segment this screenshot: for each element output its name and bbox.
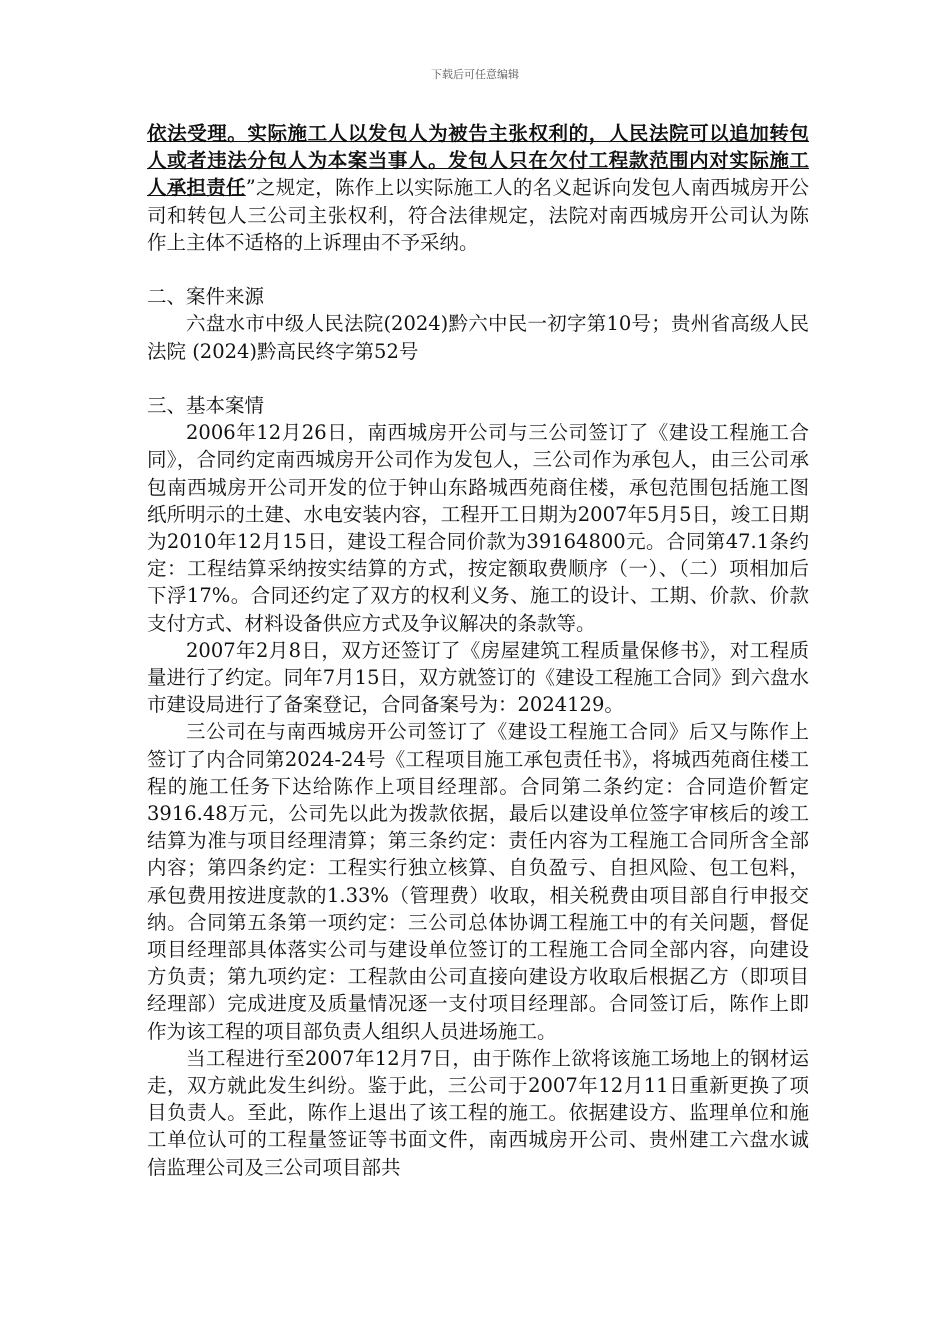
section3-paragraph: 三公司在与南西城房开公司签订了《建设工程施工合同》后又与陈作上签订了内合同第2024-24号《工程项目施工承包责任书》，将城西苑商住楼工程的施工任务下达给陈作上项目经理部。合同第二条约定：合同造价暂定3916.48万元，公司先以此为拨款依据，最后以建设单位签字审核后的竣工结算为准与项目经理清算；第三条约定：责任内容为工程施工合同所含全部内容；第四条约定：工程实行独立核算、自负盈亏、自担风险、包工包料，承包费用按进度款的1.33%（管理费）收取，相关税费由项目部自行申报交纳。合同第五条第一项约定：三公司总体协调工程施工中的有关问题，督促项目经理部具体落实公司与建设单位签订的工程施工合同全部内容，向建设方负责；第九项约定：工程款由公司直接向建设方收取后根据乙方（即项目经理部）完成进度及质量情况逐一支付项目经理部。合同签订后，陈作上即作为该工程的项目部负责人组织人员进场施工。 (147, 720, 809, 1043)
section3-paragraph: 2007年2月8日，双方还签订了《房屋建筑工程质量保修书》，对工程质量进行了约定。同年7月15日，双方就签订的《建设工程施工合同》到六盘水市建设局进行了备案登记，合同备案号为：2024129。 (147, 638, 809, 717)
intro-rest: ”之规定，陈作上以实际施工人的名义起诉向发包人南西城房开公司和转包人三公司主张权利，符合法律规定，法院对南西城房开公司认为陈作上主体不适格的上诉理由不予采纳。 (147, 176, 809, 254)
section3-paragraph: 2006年12月26日，南西城房开公司与三公司签订了《建设工程施工合同》，合同约定南西城房开公司作为发包人，三公司作为承包人，由三公司承包南西城房开公司开发的位于钟山东路城西苑商住楼，承包范围包括施工图纸所明示的土建、水电安装内容，工程开工日期为2007年5月5日，竣工日期为2010年12月15日，建设工程合同价款为39164800元。合同第47.1条约定：工程结算采纳按实结算的方式，按定额取费顺序（一）、（二）项相加后下浮17%。合同还约定了双方的权利义务、施工的设计、工期、价款、价款支付方式、材料设备供应方式及争议解决的条款等。 (147, 421, 809, 635)
section3-heading: 三、基本案情 (147, 394, 265, 417)
intro-paragraph (147, 120, 809, 256)
section2-heading: 二、案件来源 (147, 285, 265, 309)
section3-paragraph: 当工程进行至2007年12月7日，由于陈作上欲将该施工场地上的钢材运走，双方就此发生纠纷。鉴于此，三公司于2007年12月11日重新更换了项目负责人。至此，陈作上退出了该工程的施工。依据建设方、监理单位和施工单位认可的工程量签证等书面文件，南西城房开公司、贵州建工六盘水诚信监理公司及三公司项目部共 (147, 1046, 809, 1179)
spacer (147, 256, 809, 283)
page-header-note: 下载后可任意编辑 (431, 68, 519, 81)
intro-bold-quote: 依法受理。实际施工人以发包人为被告主张权利的，人民法院可以追加转包人或者违法分包人为本案当事人。发包人只在欠付工程款范围内对实际施工人承担责任 (147, 122, 809, 200)
document-body (147, 120, 809, 1181)
section2-body: 六盘水市中级人民法院(2024)黔六中民一初字第10号；贵州省高级人民法院 (2024)黔高民终字第52号 (147, 312, 809, 363)
spacer (147, 365, 809, 392)
